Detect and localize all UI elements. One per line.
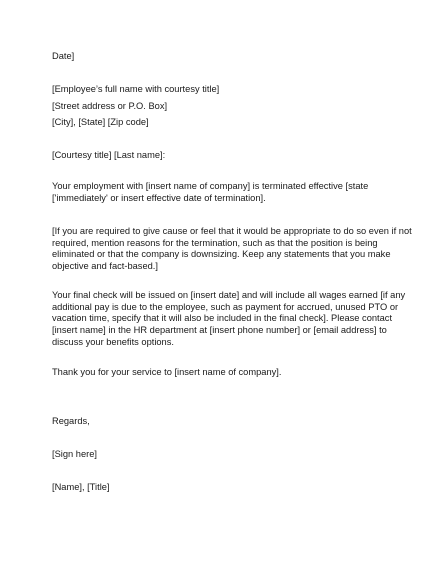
reasons-line: [If you are required to give cause or feel that it would be appropriate to do so even if not bbox=[52, 226, 412, 236]
thanks-line: Thank you for your service to [insert name of company]. bbox=[52, 367, 282, 377]
reasons-paragraph bbox=[52, 226, 412, 273]
final-check-line: additional pay is due to the employee, such as payment for accrued, unused PTO or bbox=[52, 301, 399, 312]
signature-line: [Sign here] bbox=[52, 449, 97, 459]
final-check-line: [insert name] in the HR department at [insert phone number] or [email address] to bbox=[52, 325, 387, 336]
name-title-line: [Name], [Title] bbox=[52, 482, 110, 492]
date-line: Date] bbox=[52, 51, 75, 61]
reasons-line: required, mention reasons for the termination, such as that the position is being bbox=[52, 237, 378, 248]
recipient-street: [Street address or P.O. Box] bbox=[52, 101, 168, 111]
final-check-line: vacation time, specify that it will also be included in the final check]. Please contact bbox=[52, 313, 393, 324]
salutation: [Courtesy title] [Last name]: bbox=[52, 150, 166, 160]
recipient-city-state-zip: [City], [State] [Zip code] bbox=[52, 117, 149, 127]
termination-paragraph bbox=[52, 181, 392, 204]
termination-line: ['immediately' or insert effective date of termination]. bbox=[52, 192, 266, 203]
final-check-paragraph bbox=[52, 290, 406, 349]
termination-line: Your employment with [insert name of company] is terminated effective [state bbox=[52, 181, 369, 191]
final-check-line: Your final check will be issued on [insert date] and will include all wages earned [if any bbox=[52, 290, 406, 300]
final-check-line: discuss your benefits options. bbox=[52, 336, 174, 347]
reasons-line: eliminated or that the company is downsizing. Keep any statements that you make bbox=[52, 249, 391, 260]
reasons-line: objective and fact-based.] bbox=[52, 261, 158, 272]
closing-line: Regards, bbox=[52, 416, 90, 426]
recipient-name: [Employee’s full name with courtesy title] bbox=[52, 84, 220, 94]
